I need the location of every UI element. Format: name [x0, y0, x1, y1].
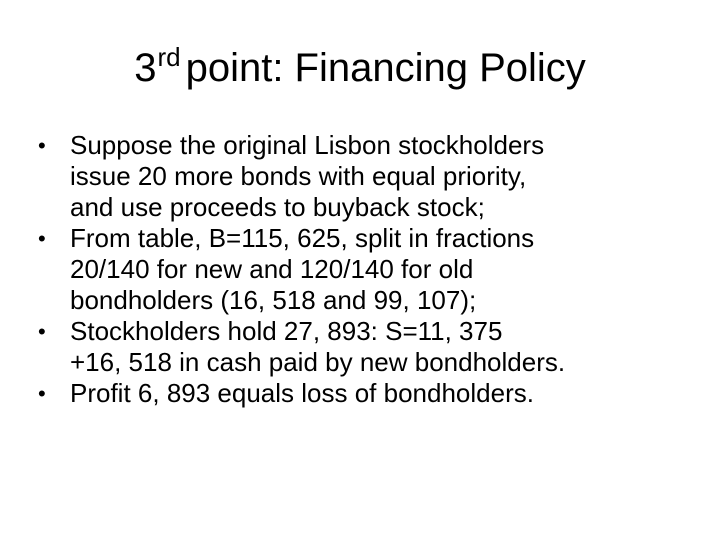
bullet-item [0, 223, 720, 316]
bullet-line: From table, B=115, 625, split in fractions [70, 223, 535, 253]
bullet-line: Suppose the original Lisbon stockholders [70, 130, 545, 160]
title-prefix: 3 [134, 46, 157, 90]
bullet-dot-icon: • [38, 381, 46, 406]
bullet-dot-icon: • [38, 133, 46, 158]
bullet-item [0, 316, 720, 378]
bullet-item [0, 130, 720, 223]
title-main: point: Financing Policy [185, 46, 586, 90]
bullet-line: issue 20 more bonds with equal priority, [70, 161, 527, 191]
bullet-line: bondholders (16, 518 and 99, 107); [70, 285, 477, 315]
bullet-line: and use proceeds to buyback stock; [70, 192, 485, 222]
bullet-line: Profit 6, 893 equals loss of bondholders. [70, 378, 534, 408]
bullet-dot-icon: • [38, 319, 46, 344]
slide-title [0, 42, 720, 94]
bullet-line: 20/140 for new and 120/140 for old [70, 254, 474, 284]
bullet-list [0, 130, 720, 409]
bullet-item [0, 378, 720, 409]
bullet-dot-icon: • [38, 226, 46, 251]
bullet-line: Stockholders hold 27, 893: S=11, 375 [70, 316, 503, 346]
bullet-line: +16, 518 in cash paid by new bondholders. [70, 347, 566, 377]
title-superscript: rd [157, 42, 181, 72]
